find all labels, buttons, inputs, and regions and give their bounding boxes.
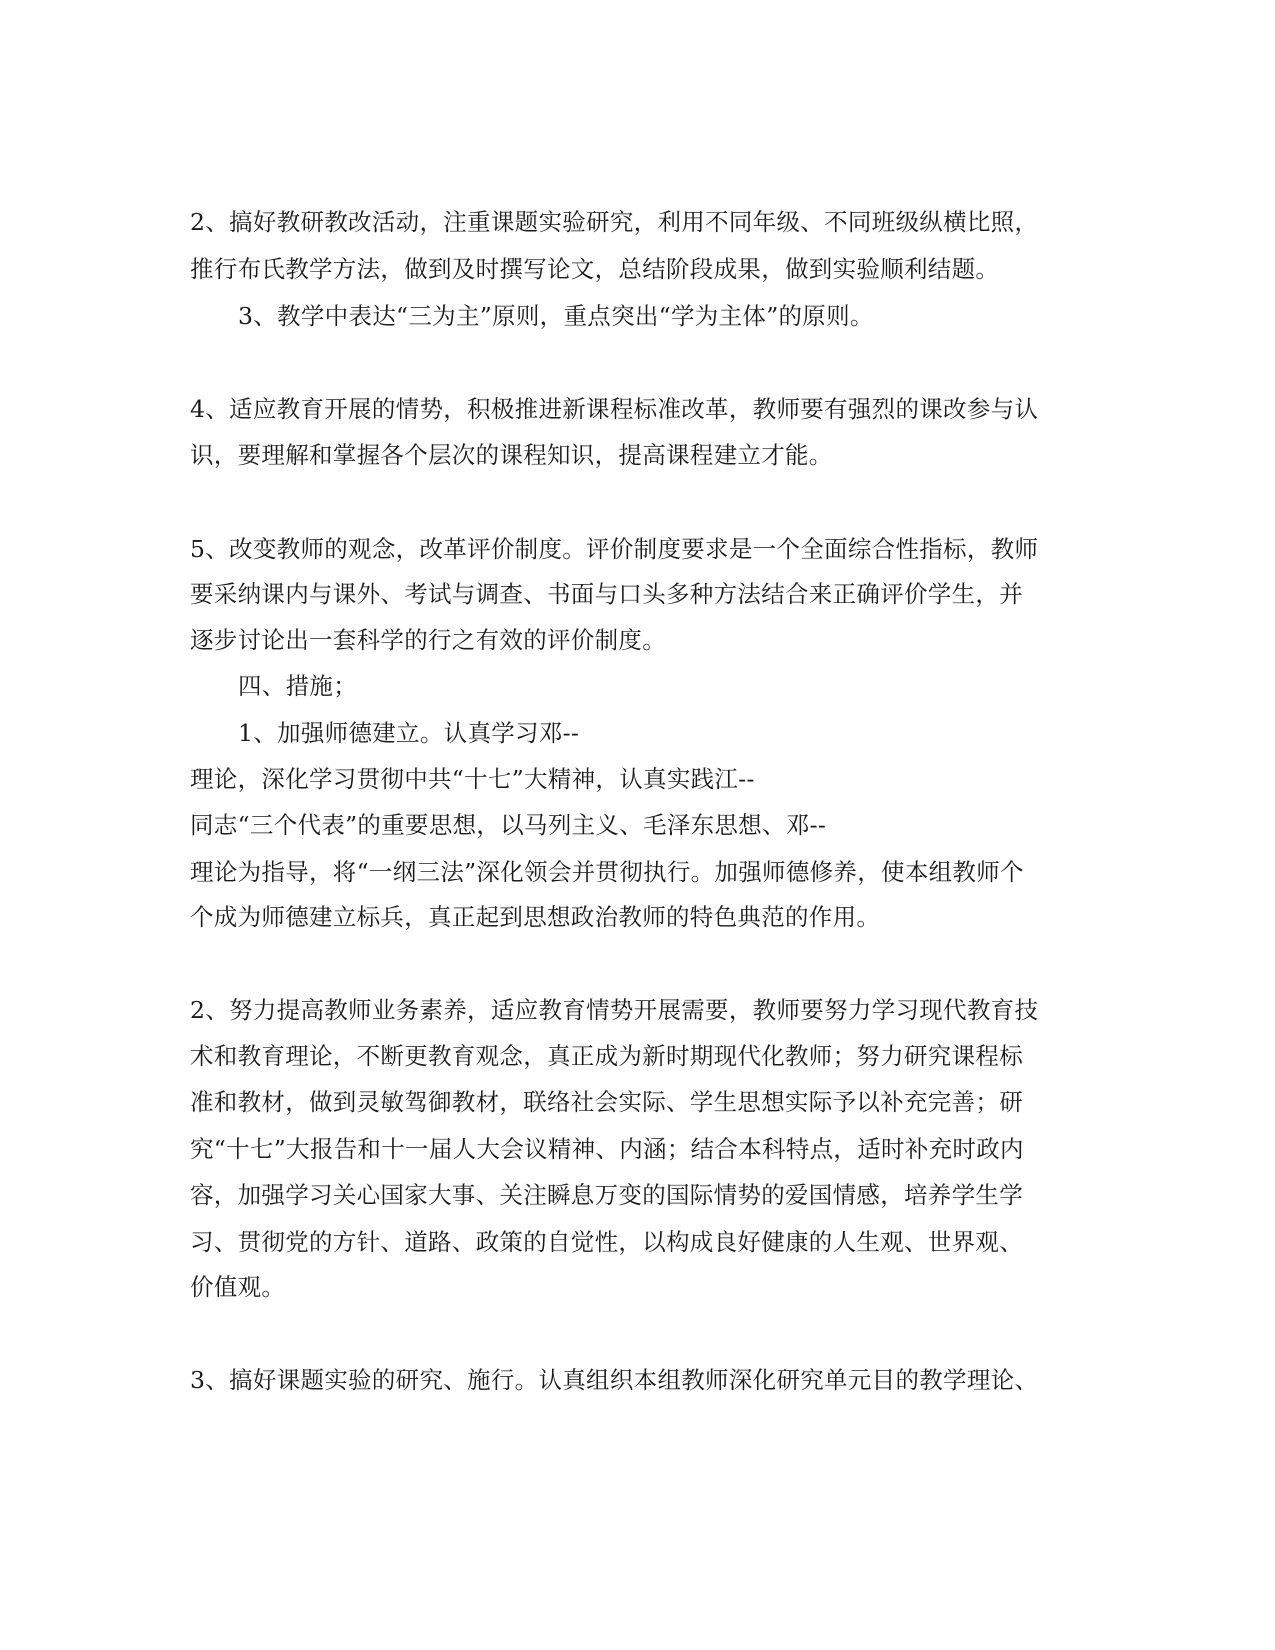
section-heading: 四、措施； [238, 672, 357, 700]
text-line: 3、教学中表达“三为主”原则，重点突出“学为主体”的原则。 [238, 302, 874, 330]
text-line: 识，要理解和掌握各个层次的课程知识，提高课程建立才能。 [190, 441, 833, 469]
text-line: 理论为指导，将“一纲三法”深化领会并贯彻执行。加强师德修养，使本组教师个 [190, 858, 1024, 886]
text-line: 术和教育理论，不断更教育观念，真正成为新时期现代化教师；努力研究课程标 [190, 1042, 1023, 1070]
text-line: 3、搞好课题实验的研究、施行。认真组织本组教师深化研究单元目的教学理论、 [190, 1366, 1039, 1394]
text-line: 究“十七”大报告和十一届人大会议精神、内涵；结合本科特点，适时补充时政内 [190, 1135, 1024, 1163]
text-line: 习、贯彻党的方针、道路、政策的自觉性，以构成良好健康的人生观、世界观、 [190, 1228, 1023, 1256]
text-line: 2、努力提高教师业务素养，适应教育情势开展需要，教师要努力学习现代教育技 [190, 996, 1039, 1024]
text-line: 准和教材，做到灵敏驾御教材，联络社会实际、学生思想实际予以补充完善；研 [190, 1088, 1023, 1116]
text-line: 要采纳课内与课外、考试与调查、书面与口头多种方法结合来正确评价学生，并 [190, 580, 1023, 608]
text-line: 逐步讨论出一套科学的行之有效的评价制度。 [190, 626, 666, 654]
text-line: 个成为师德建立标兵，真正起到思想政治教师的特色典范的作用。 [190, 903, 881, 931]
text-line: 容，加强学习关心国家大事、关注瞬息万变的国际情势的爱国情感，培养学生学 [190, 1181, 1023, 1209]
text-line: 价值观。 [190, 1273, 286, 1301]
text-line: 5、改变教师的观念，改革评价制度。评价制度要求是一个全面综合性指标，教师 [190, 535, 1039, 563]
text-line: 推行布氏教学方法，做到及时撰写论文，总结阶段成果，做到实验顺利结题。 [190, 255, 1000, 283]
text-line: 4、适应教育开展的情势，积极推进新课程标准改革，教师要有强烈的课改参与认 [190, 395, 1039, 423]
text-line: 理论，深化学习贯彻中共“十七”大精神，认真实践江-- [190, 765, 755, 793]
text-line: 1、加强师德建立。认真学习邓-- [238, 719, 580, 747]
text-line: 同志“三个代表”的重要思想，以马列主义、毛泽东思想、邓-- [190, 811, 827, 839]
text-line: 2、搞好教研教改活动，注重课题实验研究，利用不同年级、不同班级纵横比照， [190, 208, 1039, 236]
